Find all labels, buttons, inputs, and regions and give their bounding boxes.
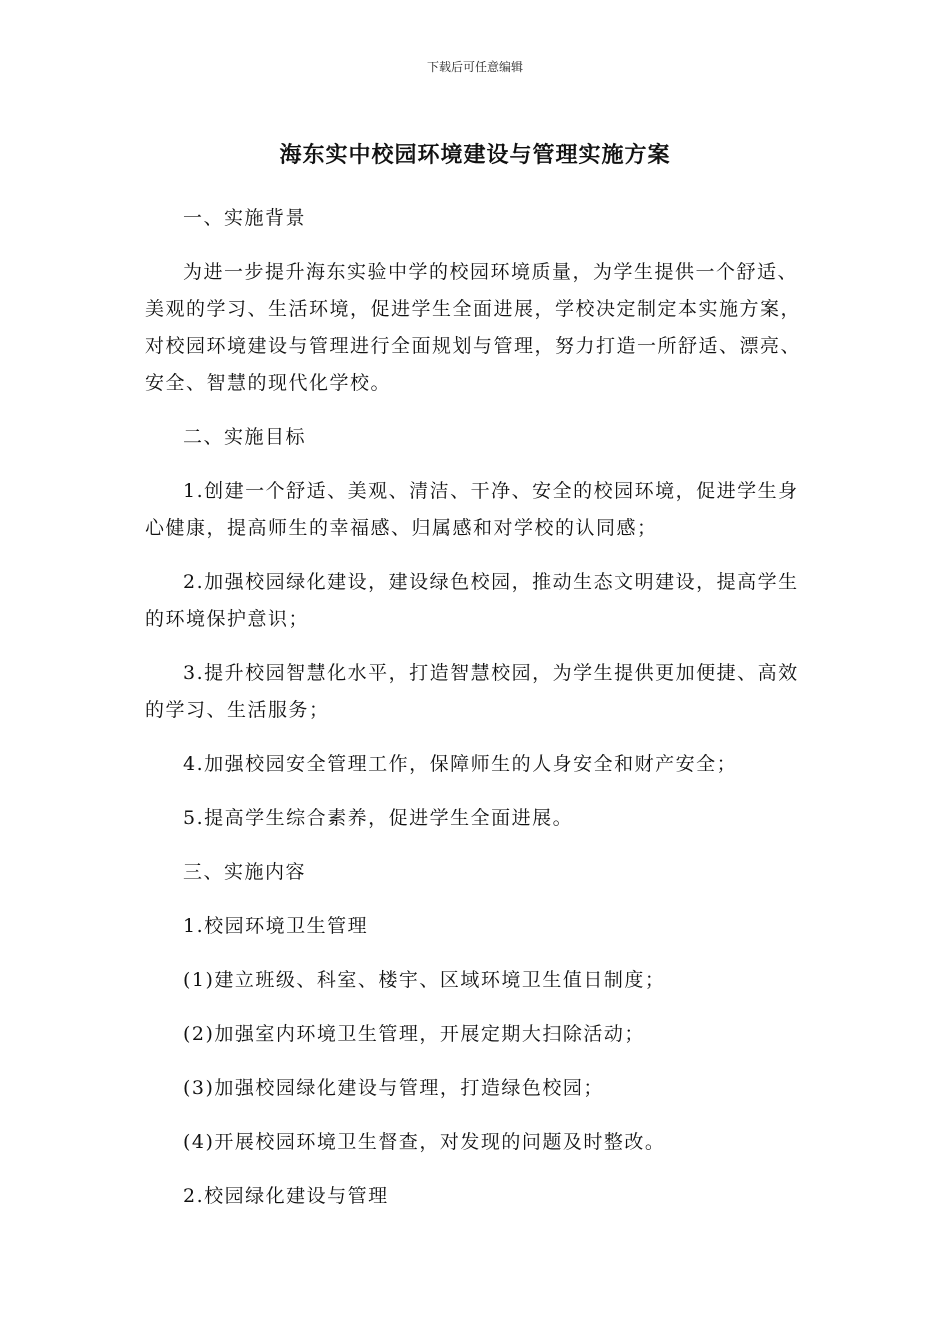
- goal-item-5: 5.提高学生综合素养，促进学生全面进展。: [183, 807, 574, 829]
- goal-item-4: 4.加强校园安全管理工作，保障师生的人身安全和财产安全；: [183, 753, 738, 775]
- document-body: [145, 200, 805, 1232]
- goal-item-3: 3.提升校园智慧化水平，打造智慧校园，为学生提供更加便捷、高效的学习、生活服务；: [145, 662, 799, 721]
- hygiene-item-3: (3)加强校园绿化建设与管理，打造绿色校园；: [183, 1077, 604, 1099]
- section-heading-goals: 二、实施目标: [183, 426, 307, 448]
- goal-item-2: 2.加强校园绿化建设，建设绿色校园，推动生态文明建设，提高学生的环境保护意识；: [145, 571, 799, 630]
- goal-item-1: 1.创建一个舒适、美观、清洁、干净、安全的校园环境，促进学生身心健康，提高师生的幸福感、归属感和对学校的认同感；: [145, 480, 799, 539]
- hygiene-item-2: (2)加强室内环境卫生管理，开展定期大扫除活动；: [183, 1023, 645, 1045]
- hygiene-item-4: (4)开展校园环境卫生督查，对发现的问题及时整改。: [183, 1131, 666, 1153]
- paragraph-background: 为进一步提升海东实验中学的校园环境质量，为学生提供一个舒适、美观的学习、生活环境，促进学生全面进展，学校决定制定本实施方案，对校园环境建设与管理进行全面规划与管理，努力打造一所舒适、漂亮、安全、智慧的现代化学校。: [145, 261, 802, 394]
- document-title: 海东实中校园环境建设与管理实施方案: [279, 143, 671, 168]
- subsection-heading-hygiene: 1.校园环境卫生管理: [183, 915, 369, 937]
- subsection-heading-greening: 2.校园绿化建设与管理: [183, 1185, 389, 1207]
- section-heading-content: 三、实施内容: [183, 861, 307, 883]
- section-heading-background: 一、实施背景: [183, 207, 307, 229]
- hygiene-item-1: (1)建立班级、科室、楼宇、区域环境卫生值日制度；: [183, 969, 666, 991]
- header-note: 下载后可任意编辑: [426, 60, 523, 74]
